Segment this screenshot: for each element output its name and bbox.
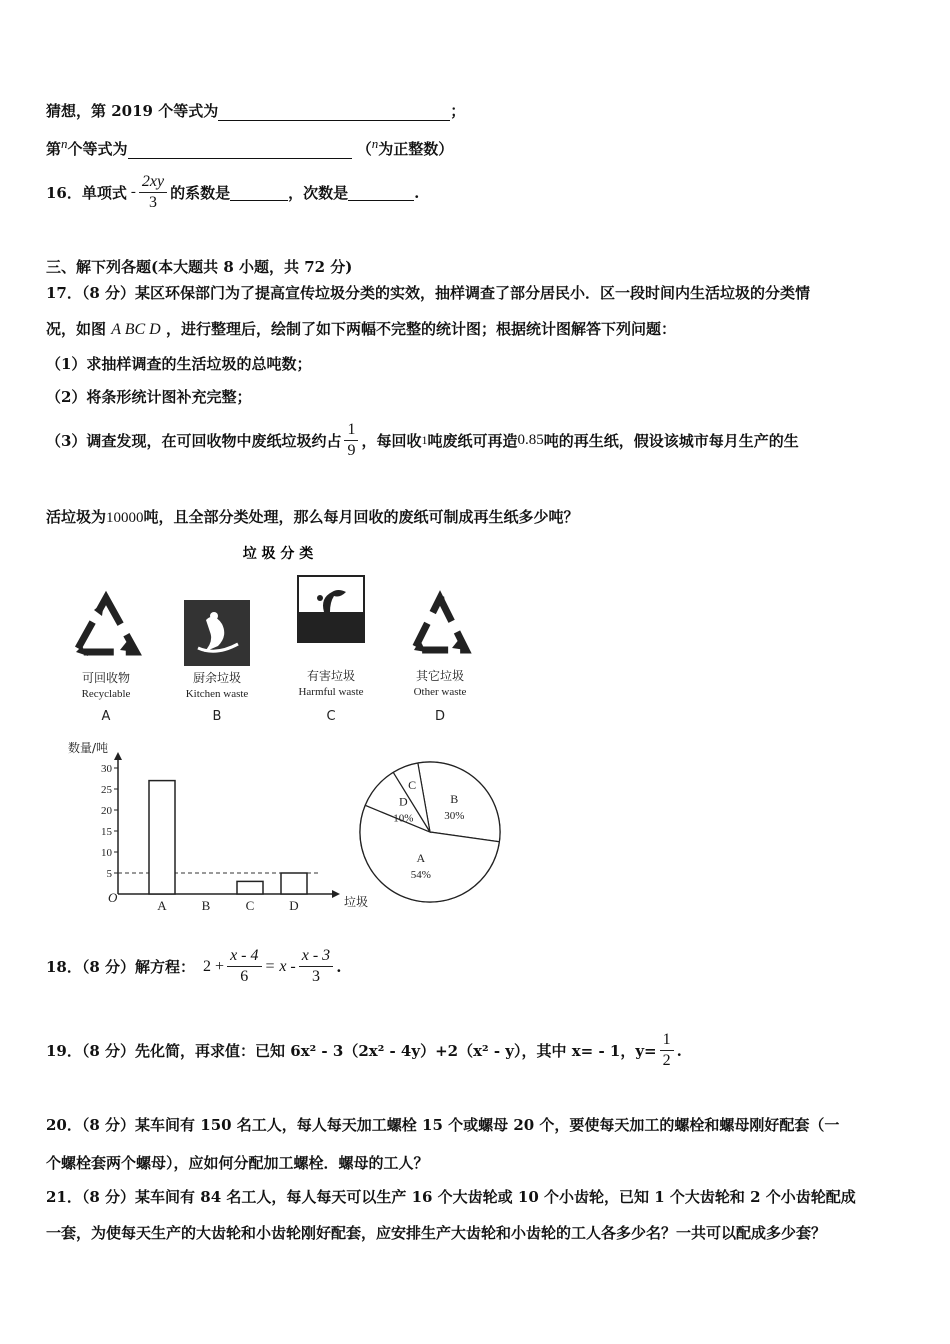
nth-prefix: 第 bbox=[46, 140, 62, 158]
q17-part-1: （1）求抽样调查的生活垃圾的总吨数； bbox=[46, 355, 312, 373]
fraction-denominator: 2 bbox=[662, 1052, 671, 1069]
fraction-2xy-over-3 bbox=[139, 172, 167, 213]
question-21-line-1: 21．（8 分）某车间有 84 名工人，每人每天可以生产 16 个大齿轮或 10 个小齿轮，已知 1 个大齿轮和 2 个小齿轮配成 bbox=[46, 1188, 856, 1206]
y-axis-label: 数量/吨 bbox=[68, 741, 109, 755]
question-21-line-2: 一套，为使每天生产的大齿轮和小齿轮刚好配套，应安排生产大齿轮和小齿轮的工人各多少名？一共可以配成多少套？ bbox=[46, 1224, 827, 1242]
question-19 bbox=[46, 1030, 682, 1071]
bar-A bbox=[149, 781, 175, 894]
icon-cn-label: 有害垃圾 bbox=[306, 669, 356, 683]
abcd-labels: A BC D bbox=[111, 321, 161, 338]
y-axis-arrow bbox=[114, 752, 122, 760]
fraction-numerator: 2xy bbox=[139, 172, 167, 193]
answer-blank bbox=[230, 185, 288, 201]
q17-line-2 bbox=[46, 318, 676, 339]
icon-letter: B bbox=[212, 709, 222, 724]
q16-coefficient-text: 的系数是 bbox=[170, 184, 231, 202]
q17-part-3-cont bbox=[46, 506, 579, 527]
n-variable: n bbox=[61, 136, 68, 151]
q18-text: 18．（8 分）解方程： bbox=[46, 958, 196, 976]
period: . bbox=[676, 1041, 682, 1060]
q17-3-text: ，每回收 bbox=[361, 432, 422, 450]
q17-3-text: 吨废纸可再造 bbox=[427, 432, 518, 450]
q17-text: ，进行整理后，绘制了如下两幅不完整的统计图；根据统计图解答下列问题： bbox=[165, 320, 676, 338]
q16-prefix: 16．单项式 bbox=[46, 184, 127, 202]
garbage-classification-figure bbox=[60, 540, 500, 730]
fraction-x-minus-4-over-6 bbox=[227, 946, 261, 987]
fraction-denominator: 3 bbox=[148, 194, 157, 211]
pie-percent-B: 30% bbox=[444, 809, 465, 822]
fraction-numerator: 1 bbox=[344, 420, 358, 441]
pie-label-C: C bbox=[408, 777, 417, 792]
guess-2019-suffix: ； bbox=[450, 102, 466, 120]
number-one: 1 bbox=[421, 433, 428, 447]
x-tick-label: D bbox=[289, 898, 299, 913]
x-axis-arrow bbox=[332, 890, 340, 898]
answer-blank bbox=[218, 105, 450, 121]
nth-mid: 个等式为 bbox=[67, 140, 128, 158]
icon-letter: C bbox=[326, 709, 336, 724]
nth-suffix: 为正整数） bbox=[378, 140, 454, 158]
other-waste-icon bbox=[414, 596, 466, 652]
q17-3-text: 吨的再生纸，假设该城市每月生产的生 bbox=[543, 432, 799, 450]
y-tick-label: 10 bbox=[101, 847, 112, 859]
x-tick-label: B bbox=[201, 898, 211, 913]
q17-4-text: 活垃圾为 bbox=[46, 508, 107, 526]
harmful-waste-icon bbox=[298, 576, 364, 642]
fraction-x-minus-3-over-3 bbox=[299, 946, 333, 987]
pie-label-A: A bbox=[416, 850, 426, 865]
figure-title: 垃 圾 分 类 bbox=[242, 546, 314, 562]
fraction-one-ninth bbox=[344, 420, 358, 461]
question-20-line-2: 个螺栓套两个螺母），应如何分配加工螺栓．螺母的工人？ bbox=[46, 1154, 429, 1172]
minus-sign: - bbox=[130, 184, 136, 200]
question-20-line-1: 20．（8 分）某车间有 150 名工人，每人每天加工螺栓 15 个或螺母 20 个，要使每天加工的螺栓和螺母刚好配套（一 bbox=[46, 1116, 840, 1134]
q19-text: 19．（8 分）先化简，再求值：已知 6x² - 3（2x² - 4y）+2（x² - y），其中 x= - 1，y= bbox=[46, 1042, 657, 1060]
nth-paren: （ bbox=[356, 140, 372, 158]
q17-part-3 bbox=[46, 420, 799, 461]
icon-en-label: Harmful waste bbox=[298, 686, 364, 698]
icon-en-label: Recyclable bbox=[81, 688, 131, 700]
kitchen-waste-icon bbox=[184, 600, 250, 666]
fraction-denominator: 9 bbox=[347, 442, 356, 459]
q17-part-2: （2）将条形统计图补充完整； bbox=[46, 388, 252, 406]
icon-en-label: Kitchen waste bbox=[185, 688, 249, 700]
q17-4-text: 吨，且全部分类处理，那么每月回收的废纸可制成再生纸多少吨？ bbox=[143, 508, 579, 526]
y-tick-label: 15 bbox=[101, 826, 112, 838]
nth-equation-line bbox=[46, 136, 453, 159]
pie-label-B: B bbox=[450, 791, 459, 806]
fraction-numerator: 1 bbox=[660, 1030, 674, 1051]
origin-label: O bbox=[108, 890, 118, 905]
q17-line-1: 17．（8 分）某区环保部门为了提高宣传垃圾分类的实效，抽样调查了部分居民小．区一段时间内生活垃圾的分类情 bbox=[46, 284, 811, 302]
answer-blank bbox=[348, 185, 414, 201]
x-tick-label: A bbox=[157, 898, 167, 913]
recycle-icon bbox=[76, 598, 136, 656]
icon-cn-label: 可回收物 bbox=[81, 671, 131, 685]
x-axis-label: 垃圾 bbox=[344, 895, 369, 909]
pie-chart bbox=[350, 752, 510, 912]
q17-3-text: （3）调查发现，在可回收物中废纸垃圾约占 bbox=[46, 432, 342, 450]
guess-2019-text: 猜想，第 2019 个等式为 bbox=[46, 102, 219, 120]
answer-blank bbox=[128, 143, 352, 159]
icon-en-label: Other waste bbox=[413, 686, 467, 698]
fraction-numerator: x - 3 bbox=[299, 946, 333, 967]
icon-cn-label: 其它垃圾 bbox=[415, 669, 465, 683]
fraction-denominator: 6 bbox=[240, 968, 249, 985]
y-tick-label: 5 bbox=[106, 868, 112, 880]
x-tick-label: C bbox=[245, 898, 255, 913]
icon-letter: D bbox=[434, 709, 446, 724]
bar-chart bbox=[62, 738, 369, 918]
fraction-denominator: 3 bbox=[311, 968, 320, 985]
q18-term: 2 + bbox=[203, 957, 225, 975]
y-tick-label: 20 bbox=[101, 805, 112, 817]
question-16 bbox=[46, 172, 419, 213]
y-tick-label: 30 bbox=[101, 763, 112, 775]
period: . bbox=[414, 183, 420, 202]
q16-degree-text: ，次数是 bbox=[288, 184, 349, 202]
pie-percent-A: 54% bbox=[410, 868, 431, 881]
bar-C bbox=[237, 881, 263, 894]
y-tick-label: 25 bbox=[101, 784, 112, 796]
icon-cn-label: 厨余垃圾 bbox=[192, 671, 242, 685]
n-variable: n bbox=[371, 136, 379, 151]
q17-text: 况，如图 bbox=[46, 320, 107, 338]
fraction-one-half bbox=[660, 1030, 674, 1071]
number-085: 0.85 bbox=[517, 432, 544, 448]
q18-term: = x - bbox=[264, 957, 296, 975]
bar-D bbox=[281, 873, 307, 894]
number-10000: 10000 bbox=[106, 510, 144, 526]
guess-2019-line bbox=[46, 100, 465, 121]
pie-percent-D: 10% bbox=[393, 812, 414, 825]
period: . bbox=[336, 957, 342, 976]
question-18 bbox=[46, 946, 341, 987]
section-3-heading: 三、解下列各题(本大题共 8 小题，共 72 分) bbox=[46, 258, 353, 276]
icon-letter: A bbox=[101, 709, 111, 724]
fraction-numerator: x - 4 bbox=[227, 946, 261, 967]
pie-label-D: D bbox=[399, 794, 408, 809]
